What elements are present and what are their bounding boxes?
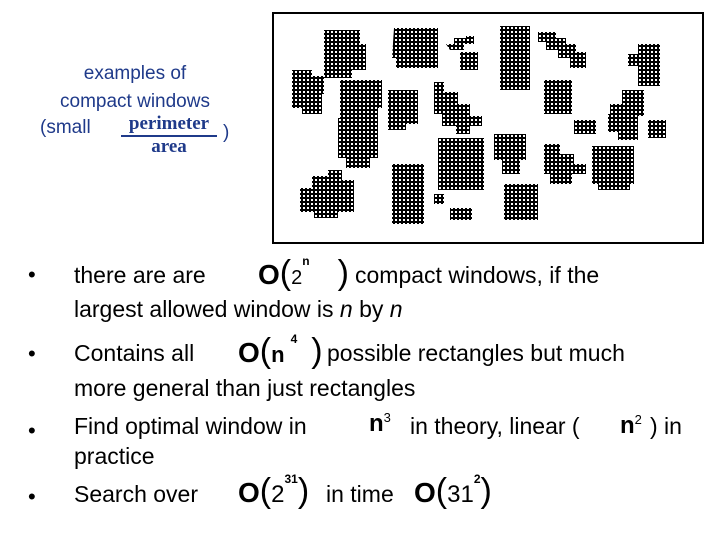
bullet-marker: • — [28, 341, 36, 366]
n-cubed — [369, 410, 391, 438]
math-base-n: n — [620, 412, 635, 439]
compact-window-shape — [494, 134, 526, 174]
big-o-2-to-n: O(2$^n$ ) — [258, 254, 349, 292]
caption-line-compact-windows: compact windows — [60, 91, 210, 112]
compact-window-shape — [648, 120, 666, 138]
compact-window-shape — [592, 146, 634, 190]
math-base-n: n — [271, 342, 285, 367]
bullet-marker: • — [28, 484, 36, 509]
bullet1-text-mid: compact windows, if the — [355, 262, 600, 288]
caption-close-paren: ) — [223, 122, 230, 143]
big-o-symbol: O — [238, 337, 260, 368]
compact-window-shape — [392, 164, 424, 224]
compact-window-shape — [450, 208, 472, 220]
compact-window-shape — [608, 90, 644, 140]
compact-window-shape — [544, 144, 586, 184]
bullet2-text-start: Contains all — [74, 340, 195, 366]
caption-small-prefix: (small — [40, 117, 91, 138]
big-o-n-to-4: $O(n^4$ ) — [238, 332, 323, 370]
compact-window-shape — [324, 30, 366, 78]
compact-window-shape — [292, 70, 324, 114]
bullet1-text-start: there are are — [74, 262, 206, 288]
var-n: n — [389, 296, 403, 322]
perimeter-over-area-fraction — [115, 114, 223, 157]
compact-window-shape — [446, 36, 474, 50]
caption-line-examples: examples of — [83, 63, 187, 84]
compact-window-shape — [338, 118, 378, 168]
compact-window-shape — [574, 120, 596, 134]
math-base-n: n — [369, 410, 384, 437]
bullet3-text-start: Find optimal window in — [74, 413, 307, 439]
compact-window-shape — [434, 82, 482, 134]
math-base-2: 2 — [291, 267, 303, 289]
compact-window-shape — [300, 170, 354, 218]
compact-window-shape — [460, 52, 478, 70]
bullet2-text-mid: possible rectangles but much — [327, 340, 625, 366]
compact-window-shape — [628, 44, 660, 86]
fraction-numerator: perimeter — [128, 113, 210, 134]
math-base-2: 2 — [271, 481, 285, 508]
math-exponent-31: 31 — [284, 472, 298, 486]
compact-window-shape — [544, 80, 572, 114]
math-exponent-2: 2 — [634, 412, 642, 427]
math-exponent-4: 4 — [290, 332, 298, 346]
compact-window-shape — [388, 90, 418, 130]
bullet3-text-mid: in theory, linear ( — [410, 413, 580, 439]
bullet4-text-mid: in time — [326, 481, 394, 507]
bullet-marker: • — [28, 418, 36, 443]
compact-windows-figure — [272, 12, 704, 244]
math-base-31: 31 — [447, 481, 474, 508]
compact-window-shape — [392, 28, 438, 68]
math-exponent-n: n — [302, 254, 310, 268]
bullet1-text-by: by — [352, 296, 390, 322]
compact-windows-illustration — [274, 14, 702, 242]
n-squared — [620, 412, 642, 440]
bullet1-text-largest: largest allowed window is — [74, 296, 340, 322]
big-o-symbol: O — [238, 477, 260, 508]
fraction-denominator: area — [151, 136, 187, 157]
compact-window-shape — [504, 184, 538, 220]
compact-window-shape — [434, 194, 444, 204]
math-exponent-2: 2 — [473, 472, 481, 486]
bullet-marker: • — [28, 262, 36, 287]
compact-window-shape — [438, 138, 484, 190]
compact-window-shape — [500, 26, 530, 90]
big-o-2-to-31: $O(2^{31})$ — [238, 472, 310, 510]
compact-window-shape — [340, 80, 382, 118]
big-o-symbol: O — [414, 477, 436, 508]
math-exponent-3: 3 — [383, 410, 391, 425]
var-n: n — [339, 296, 353, 322]
bullet3-text-end: ) in — [650, 413, 682, 439]
bullet4-text-start: Search over — [74, 481, 199, 507]
bullet3-line2: practice — [74, 443, 155, 469]
compact-window-shape — [538, 32, 586, 68]
big-o-symbol: O — [258, 259, 280, 290]
big-o-31-squared: $O(31^2)$ — [414, 472, 492, 510]
bullet2-line2: more general than just rectangles — [74, 375, 416, 401]
bullet1-line2 — [74, 296, 403, 323]
